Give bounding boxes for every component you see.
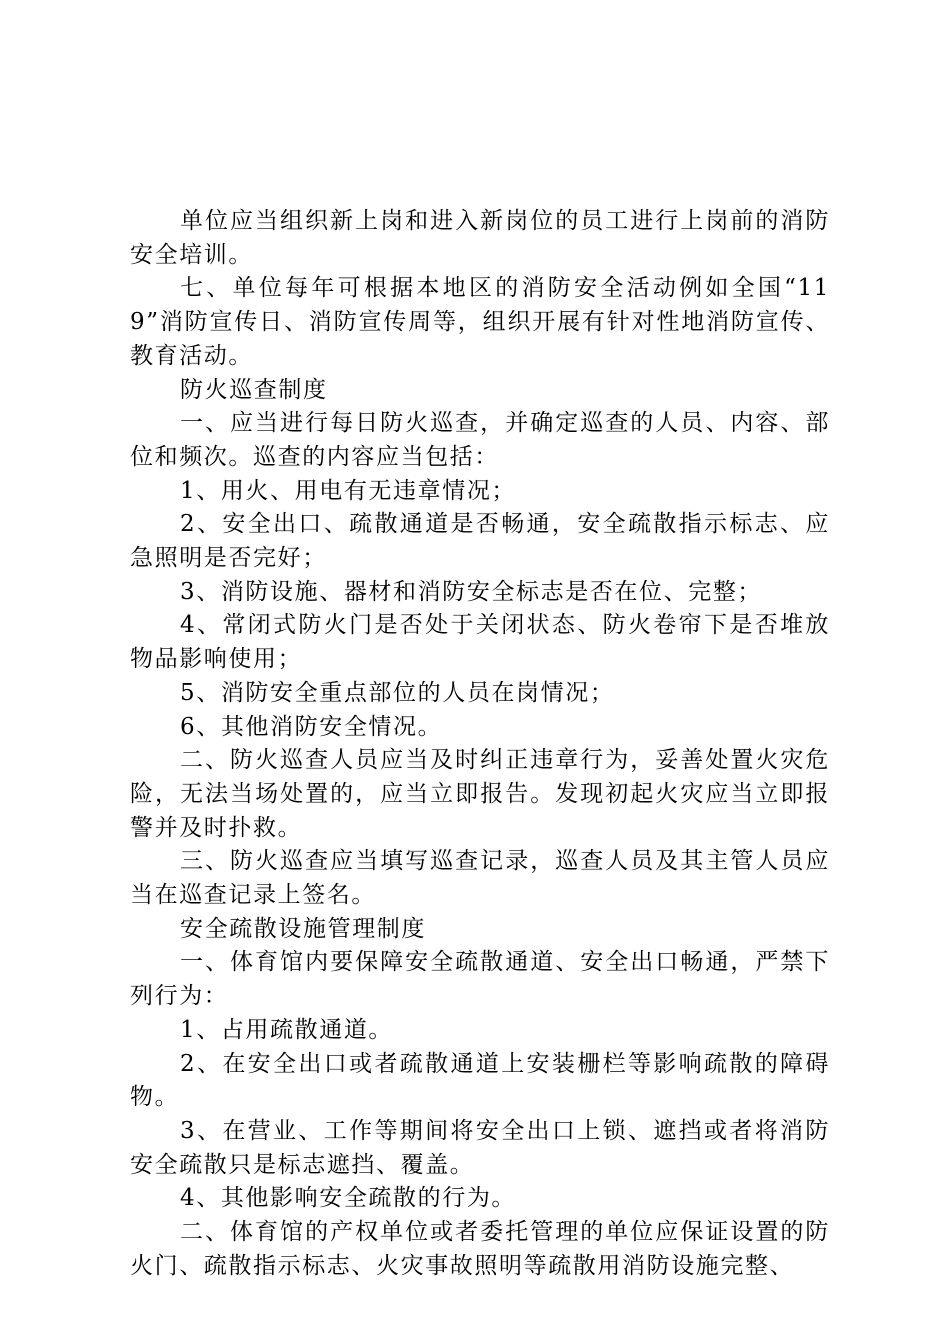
- paragraph-patrol-three: 三、防火巡查应当填写巡查记录，巡查人员及其主管人员应当在巡查记录上签名。: [130, 848, 830, 909]
- paragraph-evacuation-two: 二、体育馆的产权单位或者委托管理的单位应保证设置的防火门、疏散指示标志、火灾事故照明等疏散用消防设施完整、: [130, 1219, 830, 1279]
- list-item-evacuation-3: 3、在营业、工作等期间将安全出口上锁、遮挡或者将消防安全疏散只是标志遮挡、覆盖。: [130, 1117, 830, 1178]
- section-heading-fire-patrol: 防火巡查制度: [180, 376, 328, 403]
- paragraph-patrol-one: 一、应当进行每日防火巡查，并确定巡查的人员、内容、部位和频次。巡查的内容应当包括：: [130, 410, 830, 470]
- list-item-patrol-4: 4、常闭式防火门是否处于关闭状态、防火卷帘下是否堆放物品影响使用；: [130, 612, 830, 673]
- paragraph-evacuation-one: 一、体育馆内要保障安全疏散通道、安全出口畅通，严禁下列行为：: [130, 949, 830, 1010]
- list-item-evacuation-4: 4、其他影响安全疏散的行为。: [180, 1185, 517, 1212]
- paragraph-training: 单位应当组织新上岗和进入新岗位的员工进行上岗前的消防安全培训。: [130, 208, 830, 268]
- list-item-patrol-6: 6、其他消防安全情况。: [180, 713, 443, 740]
- list-item-patrol-1: 1、用火、用电有无违章情况；: [180, 477, 517, 504]
- section-heading-evacuation: 安全疏散设施管理制度: [180, 915, 426, 942]
- paragraph-patrol-two: 二、防火巡查人员应当及时纠正违章行为，妥善处置火灾危险，无法当场处置的，应当立即报告。发现初起火灾应当立即报警并及时扑救。: [130, 747, 830, 841]
- list-item-patrol-3: 3、消防设施、器材和消防安全标志是否在位、完整；: [180, 578, 763, 605]
- list-item-evacuation-1: 1、占用疏散通道。: [180, 1016, 394, 1043]
- list-item-patrol-2: 2、安全出口、疏散通道是否畅通，安全疏散指示标志、应急照明是否完好；: [130, 511, 830, 572]
- list-item-patrol-5: 5、消防安全重点部位的人员在岗情况；: [180, 679, 615, 706]
- paragraph-item-seven: 七、单位每年可根据本地区的消防安全活动例如全国“119”消防宣传日、消防宣传周等，组织开展有针对性地消防宣传、教育活动。: [130, 275, 830, 369]
- document-body: [130, 205, 830, 1284]
- list-item-evacuation-2: 2、在安全出口或者疏散通道上安装栅栏等影响疏散的障碍物。: [130, 1050, 830, 1111]
